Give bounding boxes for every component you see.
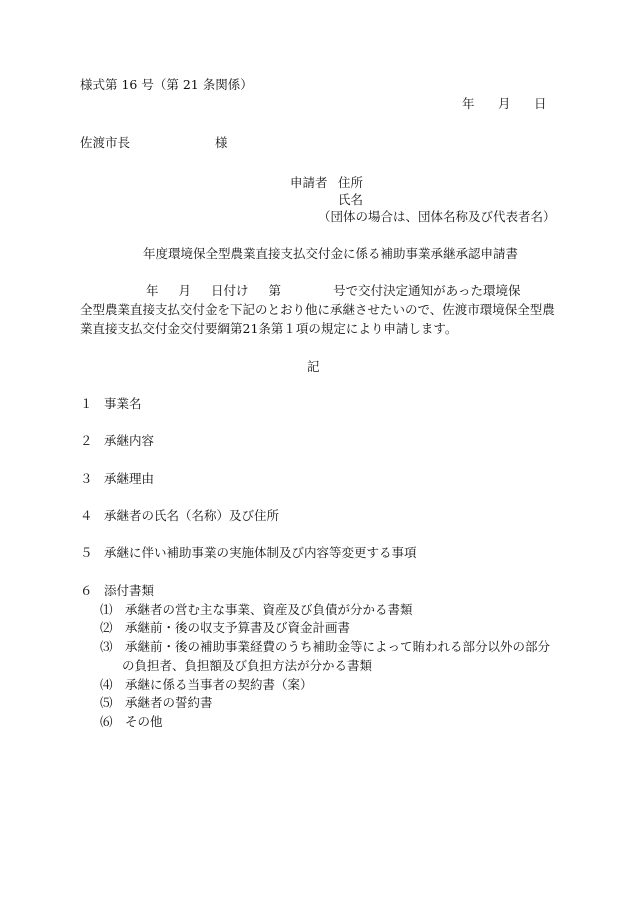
attachment-number: ⑹ <box>100 714 113 729</box>
attachment-text: 承継に係る当事者の契約書（案） <box>125 677 313 692</box>
applicant-address-label: 住所 <box>338 175 364 190</box>
body-line-3: 業直接支払交付金交付要綱第21条第１項の規定により申請します。 <box>80 321 458 336</box>
attachment-item <box>100 679 313 692</box>
item-number: ４ <box>80 508 93 523</box>
body-year: 年 <box>146 283 159 298</box>
applicant-group-note: （団体の場合は、団体名称及び代表者名） <box>318 209 556 224</box>
addressee-name: 佐渡市長 <box>80 135 131 150</box>
attachment-number: ⑵ <box>100 620 113 635</box>
list-item <box>80 435 154 448</box>
attachment-text: 承継前・後の収支予算書及び資金計画書 <box>125 620 351 635</box>
attachment-item <box>100 622 350 635</box>
body-line-2: 全型農業直接支払交付金を下記のとおり他に承継させたいので、佐渡市環境保全型農 <box>80 302 555 317</box>
item-label: 承継理由 <box>104 471 155 486</box>
list-item <box>80 398 142 411</box>
attachment-text: 承継者の誓約書 <box>125 695 213 710</box>
attachment-item <box>100 641 550 654</box>
attachment-item <box>100 697 213 710</box>
attachment-text: その他 <box>125 714 163 729</box>
item-number: ３ <box>80 471 93 486</box>
body-dai: 第 <box>268 283 282 298</box>
list-item <box>80 547 417 560</box>
date-month-label: 月 <box>498 96 511 111</box>
attachment-item <box>100 716 163 729</box>
body-paragraph <box>80 283 555 342</box>
item-label: 承継内容 <box>104 433 155 448</box>
item-number: １ <box>80 396 93 411</box>
date-year-label: 年 <box>462 96 475 111</box>
attachment-text: 承継前・後の補助事業経費のうち補助金等によって賄われる部分以外の部分 <box>125 639 551 654</box>
item-label: 添付書類 <box>104 583 155 598</box>
document-title: 年度環境保全型農業直接支払交付金に係る補助事業承継承認申請書 <box>143 246 519 261</box>
item-label: 承継に伴い補助事業の実施体制及び内容等変更する事項 <box>104 545 417 560</box>
body-line-1-rest: 号で交付決定通知があった環境保 <box>333 283 521 298</box>
attachment-item <box>100 604 413 617</box>
list-item <box>80 585 154 598</box>
attachment-number: ⑷ <box>100 677 113 692</box>
attachment-continuation: の負担者、負担額及び負担方法が分かる書類 <box>122 658 373 673</box>
form-number: 様式第 16 号（第 21 条関係） <box>80 77 253 92</box>
item-label: 事業名 <box>104 396 142 411</box>
item-label: 承継者の氏名（名称）及び住所 <box>104 508 280 523</box>
list-item <box>80 473 154 486</box>
item-number: ６ <box>80 583 93 598</box>
attachment-text: 承継者の営む主な事業、資産及び負債が分かる書類 <box>125 602 413 617</box>
addressee-honorific: 様 <box>215 135 228 150</box>
body-month: 月 <box>178 283 192 298</box>
attachment-number: ⑸ <box>100 695 113 710</box>
applicant-label: 申請者 <box>290 175 328 190</box>
item-number: ２ <box>80 433 93 448</box>
ki-heading: 記 <box>307 359 320 374</box>
attachment-number: ⑶ <box>100 639 113 654</box>
applicant-name-label: 氏名 <box>338 192 364 207</box>
date-day-label: 日 <box>534 96 547 111</box>
attachment-number: ⑴ <box>100 602 113 617</box>
list-item <box>80 510 279 523</box>
item-number: ５ <box>80 545 93 560</box>
body-day: 日付け <box>211 283 249 298</box>
